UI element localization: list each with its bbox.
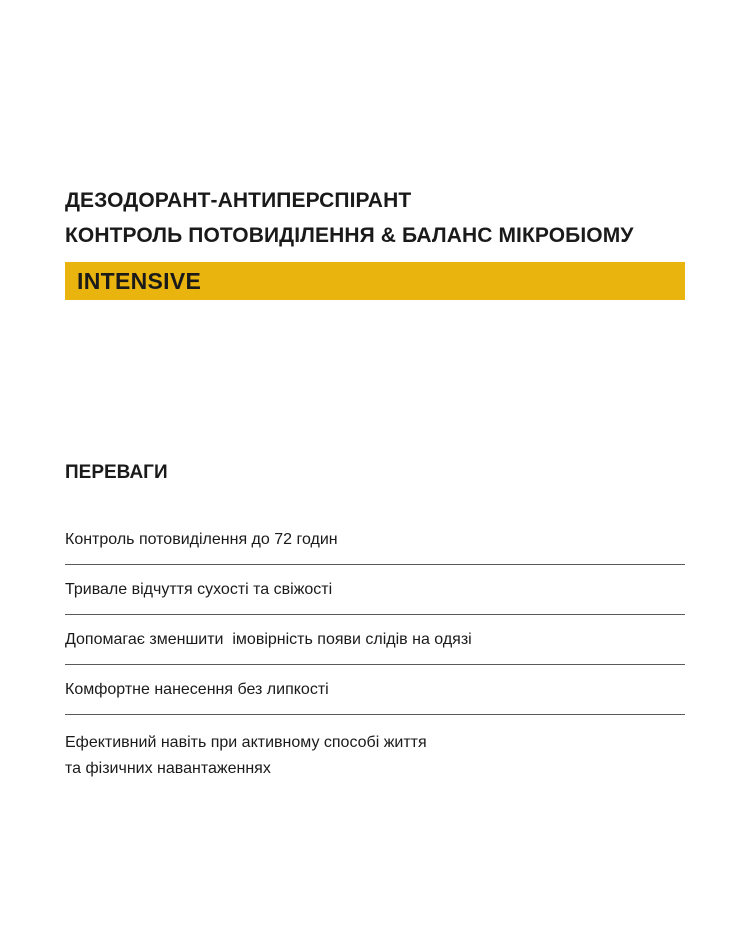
benefit-item — [65, 565, 685, 615]
benefit-label: Комфортне нанесення без липкості — [65, 681, 329, 698]
benefit-label-line-2: та фізичних навантаженнях — [65, 760, 271, 777]
product-title-line-1: ДЕЗОДОРАНТ-АНТИПЕРСПІРАНТ — [65, 189, 412, 212]
benefit-item — [65, 715, 685, 793]
intensive-badge-label: INTENSIVE — [77, 268, 202, 294]
intensive-badge — [65, 262, 685, 300]
benefit-label: Контроль потовиділення до 72 годин — [65, 531, 338, 548]
benefit-label: Допомагає зменшити імовірність появи слідів на одязі — [65, 631, 472, 648]
benefit-item — [65, 665, 685, 715]
benefit-item — [65, 515, 685, 565]
benefits-heading: ПЕРЕВАГИ — [65, 462, 168, 483]
benefits-list — [65, 515, 685, 793]
benefit-label-line-1: Ефективний навіть при активному способі життя — [65, 734, 427, 751]
benefit-item — [65, 615, 685, 665]
product-title — [65, 183, 705, 253]
benefit-label: Тривале відчуття сухості та свіжості — [65, 581, 333, 598]
product-title-line-2: КОНТРОЛЬ ПОТОВИДІЛЕННЯ & БАЛАНС МІКРОБІОМУ — [65, 224, 634, 247]
